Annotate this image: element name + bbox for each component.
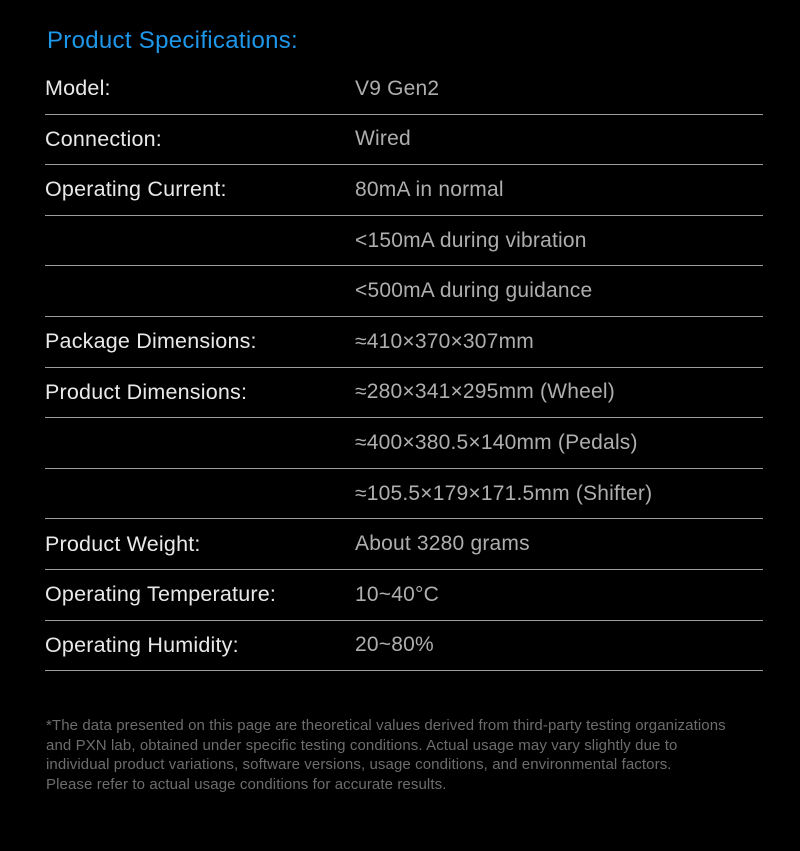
spec-value: ≈400×380.5×140mm (Pedals)	[355, 430, 638, 454]
spec-row-product-weight	[45, 519, 763, 570]
spec-label: Product Weight:	[45, 531, 201, 556]
spec-label: Operating Temperature:	[45, 582, 277, 607]
spec-value: 20~80%	[355, 633, 434, 657]
spec-row-operating-current	[45, 165, 763, 216]
spec-row-package-dimensions	[45, 317, 763, 368]
spec-value: ≈410×370×307mm	[355, 329, 534, 353]
spec-label: Operating Current:	[45, 177, 227, 202]
footnote-line: Please refer to actual usage conditions for accurate results.	[46, 775, 447, 793]
footnote-line: and PXN lab, obtained under specific testing conditions. Actual usage may vary slightly due to	[46, 736, 678, 754]
spec-label: Package Dimensions:	[45, 329, 257, 354]
spec-row-model	[45, 64, 763, 115]
spec-label: Model:	[45, 76, 111, 101]
spec-row-product-dimensions-wheel	[45, 368, 763, 419]
spec-row-connection	[45, 115, 763, 166]
spec-value: ≈280×341×295mm (Wheel)	[355, 380, 615, 404]
spec-value: <500mA during guidance	[355, 279, 593, 303]
spec-label: Product Dimensions:	[45, 379, 248, 404]
spec-value: 80mA in normal	[355, 177, 504, 201]
spec-label: Operating Humidity:	[45, 632, 239, 657]
footnote-line: *The data presented on this page are theoretical values derived from third-party testing organizations	[46, 717, 726, 734]
spec-value: <150mA during vibration	[355, 228, 587, 252]
spec-row-product-dimensions-shifter	[45, 469, 763, 520]
spec-row-operating-humidity	[45, 621, 763, 672]
spec-row-operating-temperature	[45, 570, 763, 621]
page-title: Product Specifications:	[47, 27, 299, 54]
spec-value: Wired	[355, 127, 411, 151]
spec-row-operating-current-vibration	[45, 216, 763, 267]
spec-table	[45, 64, 763, 671]
spec-row-operating-current-guidance	[45, 266, 763, 317]
spec-value: ≈105.5×179×171.5mm (Shifter)	[355, 481, 653, 505]
disclaimer-footnote	[46, 716, 758, 794]
spec-value: 10~40°C	[355, 582, 439, 606]
spec-row-product-dimensions-pedals	[45, 418, 763, 469]
spec-value: About 3280 grams	[355, 532, 530, 556]
spec-value: V9 Gen2	[355, 76, 440, 100]
footnote-line: individual product variations, software versions, usage conditions, and environmental factors.	[46, 756, 672, 773]
spec-label: Connection:	[45, 126, 162, 151]
